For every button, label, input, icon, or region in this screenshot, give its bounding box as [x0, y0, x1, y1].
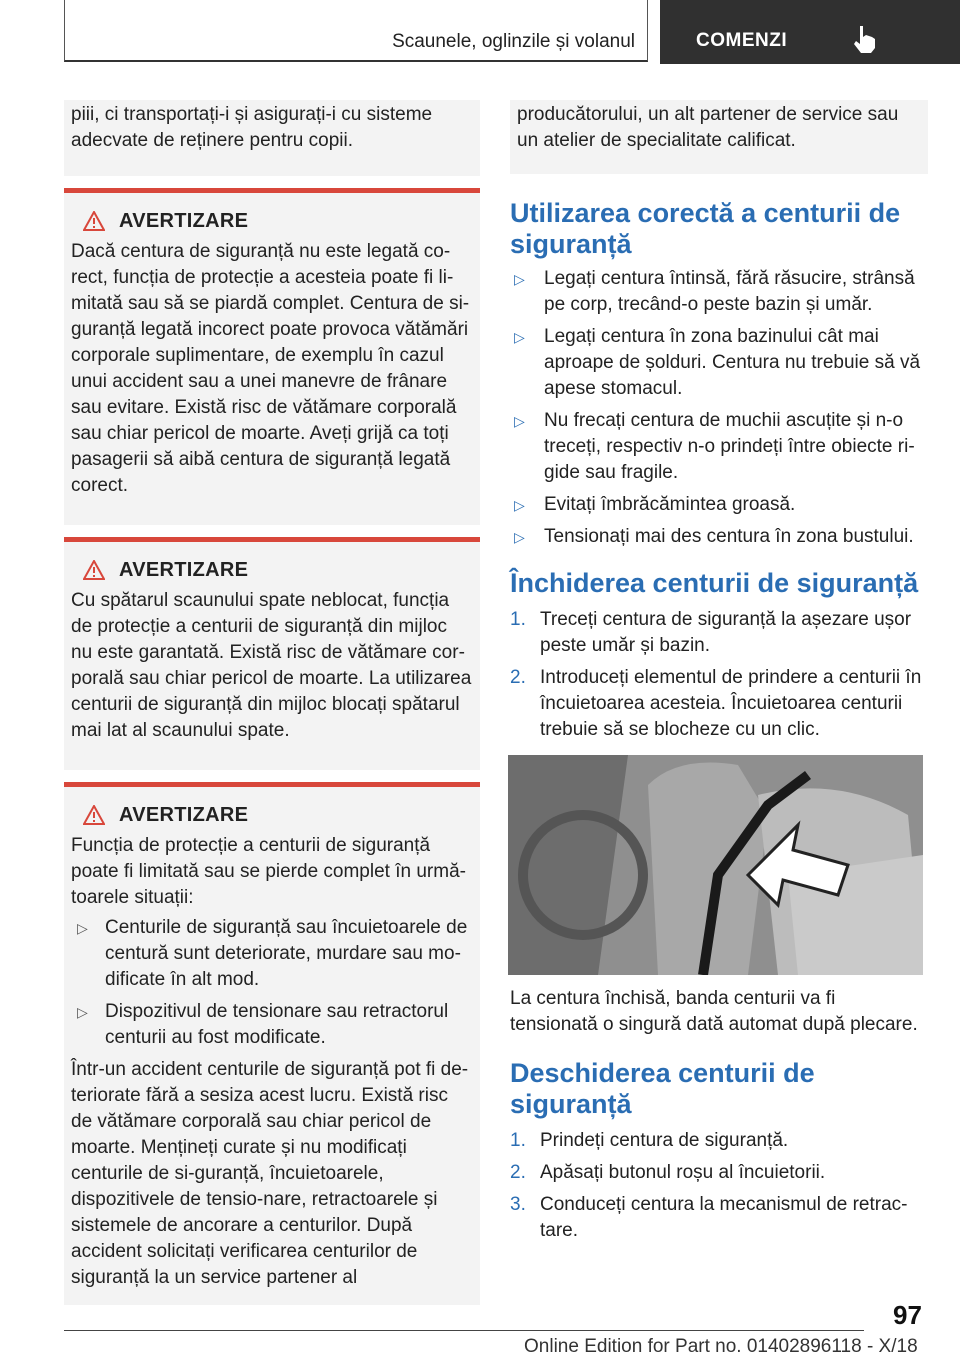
intro-text: piii, ci transportați-i și asigurați-i cu sisteme adecvate de reținere pentru copii. — [71, 104, 433, 151]
warning-text: Dacă centura de siguranță nu este legată co-rect, funcția de protecție a acesteia poate fi li-mitată sau să se piardă complet. Centura de si-guranță legată incorect poate provoca vătămări corporale suplimentare, de exemplu în cazul unui accident sau a unei manevre de frânare sau evitare. Există risc de vătămare corporală sau chiar pericol de moarte. Aveți grijă ca toți pasagerii să aibă centura de siguranță legată corect. — [71, 241, 470, 496]
bullet-triangle-icon: ▷ — [514, 497, 525, 513]
section-heading: Închiderea centurii de siguranță — [510, 568, 919, 598]
step-item — [510, 607, 928, 659]
section-heading: Deschiderea centurii de siguranță — [510, 1058, 815, 1119]
step-number: 2. — [510, 1162, 526, 1183]
warning-box-3 — [64, 782, 480, 1305]
list-item-text: Legați centura întinsă, fără răsucire, strânsă pe corp, trecând-o peste bazin și umăr. — [544, 268, 915, 315]
step-text: Introduceți elementul de prindere a centurii în încuietoarea acesteia. Încuietoarea centurii trebuie să se blocheze cu un clic. — [540, 667, 922, 740]
list-item — [510, 492, 928, 518]
edition-note: Online Edition for Part no. 01402896118 - X/18 — [524, 1336, 918, 1357]
warning-triangle-icon — [83, 211, 105, 231]
step-text: Treceți centura de siguranță la așezare ușor peste umăr și bazin. — [540, 609, 912, 656]
hand-pointer-icon — [848, 22, 882, 56]
warning-box-2 — [64, 537, 480, 770]
list-item — [510, 524, 928, 550]
warning-triangle-icon — [83, 805, 105, 825]
bullet-triangle-icon: ▷ — [514, 271, 525, 287]
list-item-text: Nu frecați centura de muchii ascuțite și n-o treceți, respectiv n-o prindeți între obiecte ri-gide sau fragile. — [544, 410, 915, 483]
step-text: Conduceți centura la mecanismul de retrac-tare. — [540, 1194, 908, 1241]
section-title: Scaunele, oglinzile și volanul — [392, 31, 635, 52]
step-item — [510, 1128, 928, 1154]
bullet-triangle-icon: ▷ — [514, 413, 525, 429]
step-number: 3. — [510, 1194, 526, 1215]
step-item — [510, 1160, 928, 1186]
list-item-text: Legați centura în zona bazinului cât mai aproape de șolduri. Centura nu trebuie să vă apese stomacul. — [544, 326, 921, 399]
step-text: Prindeți centura de siguranță. — [540, 1130, 789, 1151]
seat-illustration — [508, 755, 923, 975]
page-header — [64, 0, 960, 64]
warning-text: Cu spătarul scaunului spate neblocat, funcția de protecție a centurii de siguranță din mijloc nu este garantată. Există risc de vătămare cor-porală sau chiar pericol de moarte. La utilizarea centurii de siguranță din mijloc blocați spătarul mai lat al scaunului spate. — [71, 590, 472, 741]
chapter-tab[interactable] — [660, 0, 960, 64]
step-number: 1. — [510, 1130, 526, 1151]
step-text: Apăsați butonul roșu al încuietorii. — [540, 1162, 826, 1183]
list-item-text: Dispozitivul de tensionare sau retractorul centurii au fost modificate. — [105, 1001, 449, 1048]
unfasten-steps-list — [510, 1128, 928, 1244]
list-item — [510, 266, 928, 318]
warning-heading — [71, 205, 472, 237]
bullet-triangle-icon: ▷ — [77, 920, 88, 936]
section-header — [64, 0, 648, 62]
step-number: 1. — [510, 609, 526, 630]
warning-triangle-icon — [83, 560, 105, 580]
list-item — [71, 915, 472, 993]
list-item-text: Evitați îmbrăcămintea groasă. — [544, 494, 796, 515]
seatbelt-buckle-photo — [508, 755, 923, 975]
page-number: 97 — [893, 1300, 922, 1330]
warning-title: AVERTIZARE — [119, 559, 249, 581]
continued-text: producătorului, un alt partener de service sau un atelier de specialitate calificat. — [517, 104, 899, 151]
after-photo-text: La centura închisă, banda centurii va fi tensionată o singură dată automat după plecare. — [510, 988, 918, 1035]
warning-followup-text: Într-un accident centurile de siguranță pot fi de-teriorate fără a sesiza acest lucru. Există risc de vătămare corporală sau chiar pericol de moarte. Mențineți curate și nu modificați centurile de si-guranță, încuietoarele, dispozitivele de tensio-nare, retractoarele și sistemele de ancorare a centurilor. După accident solicitați verificarea centurilor de siguranță la un service partener al — [71, 1059, 469, 1288]
step-item — [510, 1192, 928, 1244]
warning-heading — [71, 799, 472, 831]
list-item — [510, 408, 928, 486]
continued-text-block — [510, 100, 928, 174]
fasten-steps-list — [510, 607, 928, 743]
warning-heading — [71, 554, 472, 586]
step-item — [510, 665, 928, 743]
warning-bullet-list — [71, 915, 472, 1051]
section-heading: Utilizarea corectă a centurii de siguranță — [510, 198, 901, 259]
warning-title: AVERTIZARE — [119, 804, 249, 826]
usage-bullet-list — [510, 266, 928, 550]
list-item-text: Tensionați mai des centura în zona bustului. — [544, 526, 914, 547]
intro-text-block — [64, 100, 480, 176]
step-number: 2. — [510, 667, 526, 688]
bullet-triangle-icon: ▷ — [514, 529, 525, 545]
warning-box-1 — [64, 188, 480, 525]
footer-divider — [64, 1330, 864, 1331]
chapter-tab-label: COMENZI — [696, 30, 788, 51]
warning-text: Funcția de protecție a centurii de siguranță poate fi limitată sau se pierde complet în urmă-toarele situații: — [71, 835, 466, 908]
warning-title: AVERTIZARE — [119, 210, 249, 232]
bullet-triangle-icon: ▷ — [77, 1004, 88, 1020]
right-column — [510, 100, 928, 749]
bullet-triangle-icon: ▷ — [514, 329, 525, 345]
list-item — [510, 324, 928, 402]
list-item — [71, 999, 472, 1051]
right-column-lower — [510, 986, 928, 1250]
list-item-text: Centurile de siguranță sau încuietoarele de centură sunt deteriorate, murdare sau mo-dificate în alt mod. — [105, 917, 468, 990]
left-column — [64, 100, 480, 1305]
